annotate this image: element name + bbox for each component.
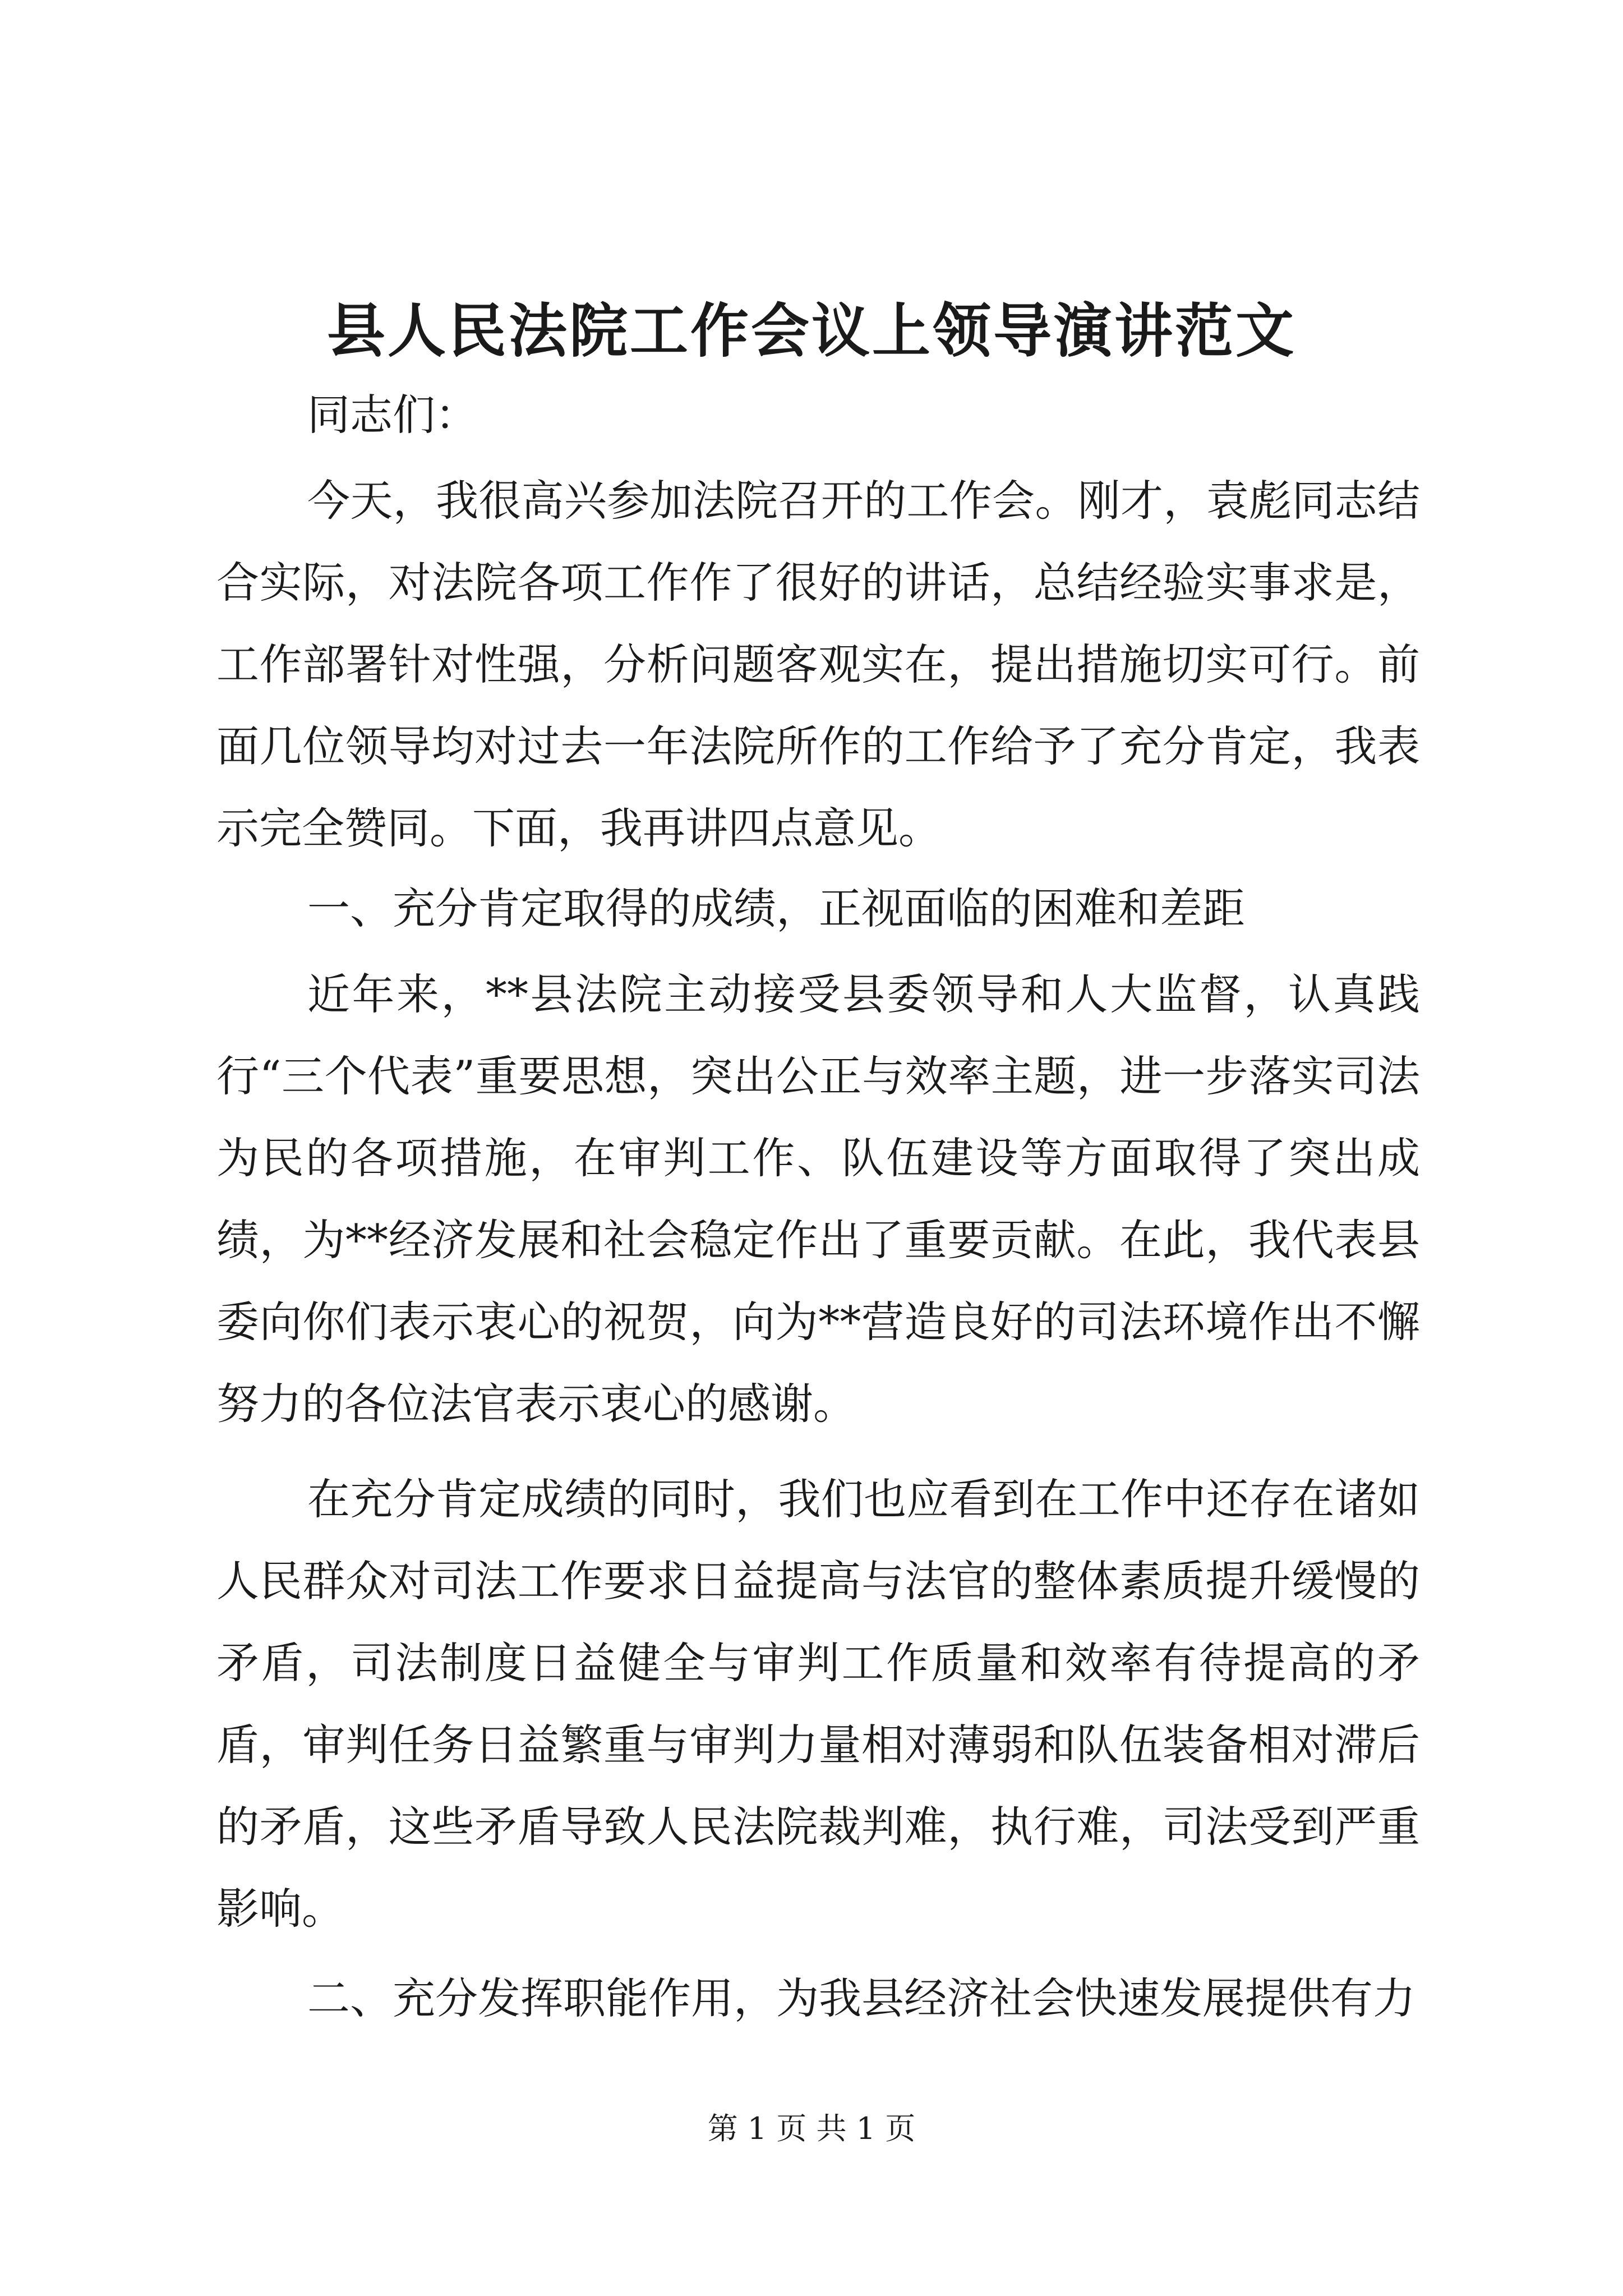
paragraph-achievements: 近年来，**县法院主动接受县委领导和人大监督，认真践行“三个代表”重要思想，突出公正与效率主题，进一步落实司法为民的各项措施，在审判工作、队伍建设等方面取得了突出成绩，为**经济发展和社会稳定作出了重要贡献。在此，我代表县委向你们表示衷心的祝贺，向为**营造良好的司法环境作出不懈努力的各位法官表示衷心的感谢。 <box>216 969 1420 1429</box>
salutation: 同志们： <box>307 390 478 440</box>
paragraph-intro: 今天，我很高兴参加法院召开的工作会。刚才，袁彪同志结合实际，对法院各项工作作了很好的讲话，总结经验实事求是，工作部署针对性强，分析问题客观实在，提出措施切实可行。前面几位领导均对过去一年法院所作的工作给予了充分肯定，我表示完全赞同。下面，我再讲四点意见。 <box>216 476 1420 853</box>
paragraph-section-2: 二、充分发挥职能作用，为我县经济社会快速发展提供有力 <box>307 1973 1415 2023</box>
paragraph-problems: 在充分肯定成绩的同时，我们也应看到在工作中还存在诸如人民群众对司法工作要求日益提高与法官的整体素质提升缓慢的矛盾，司法制度日益健全与审判工作质量和效率有待提高的矛盾，审判任务日益繁重与审判力量相对薄弱和队伍装备相对滞后的矛盾，这些矛盾导致人民法院裁判难，执行难，司法受到严重影响。 <box>216 1474 1420 1934</box>
page-footer: 第 1 页 共 1 页 <box>707 2111 916 2146</box>
document-title: 县人民法院工作会议上领导演讲范文 <box>326 296 1296 365</box>
section-heading-1: 一、充分肯定取得的成绩，正视面临的困难和差距 <box>307 884 1245 933</box>
